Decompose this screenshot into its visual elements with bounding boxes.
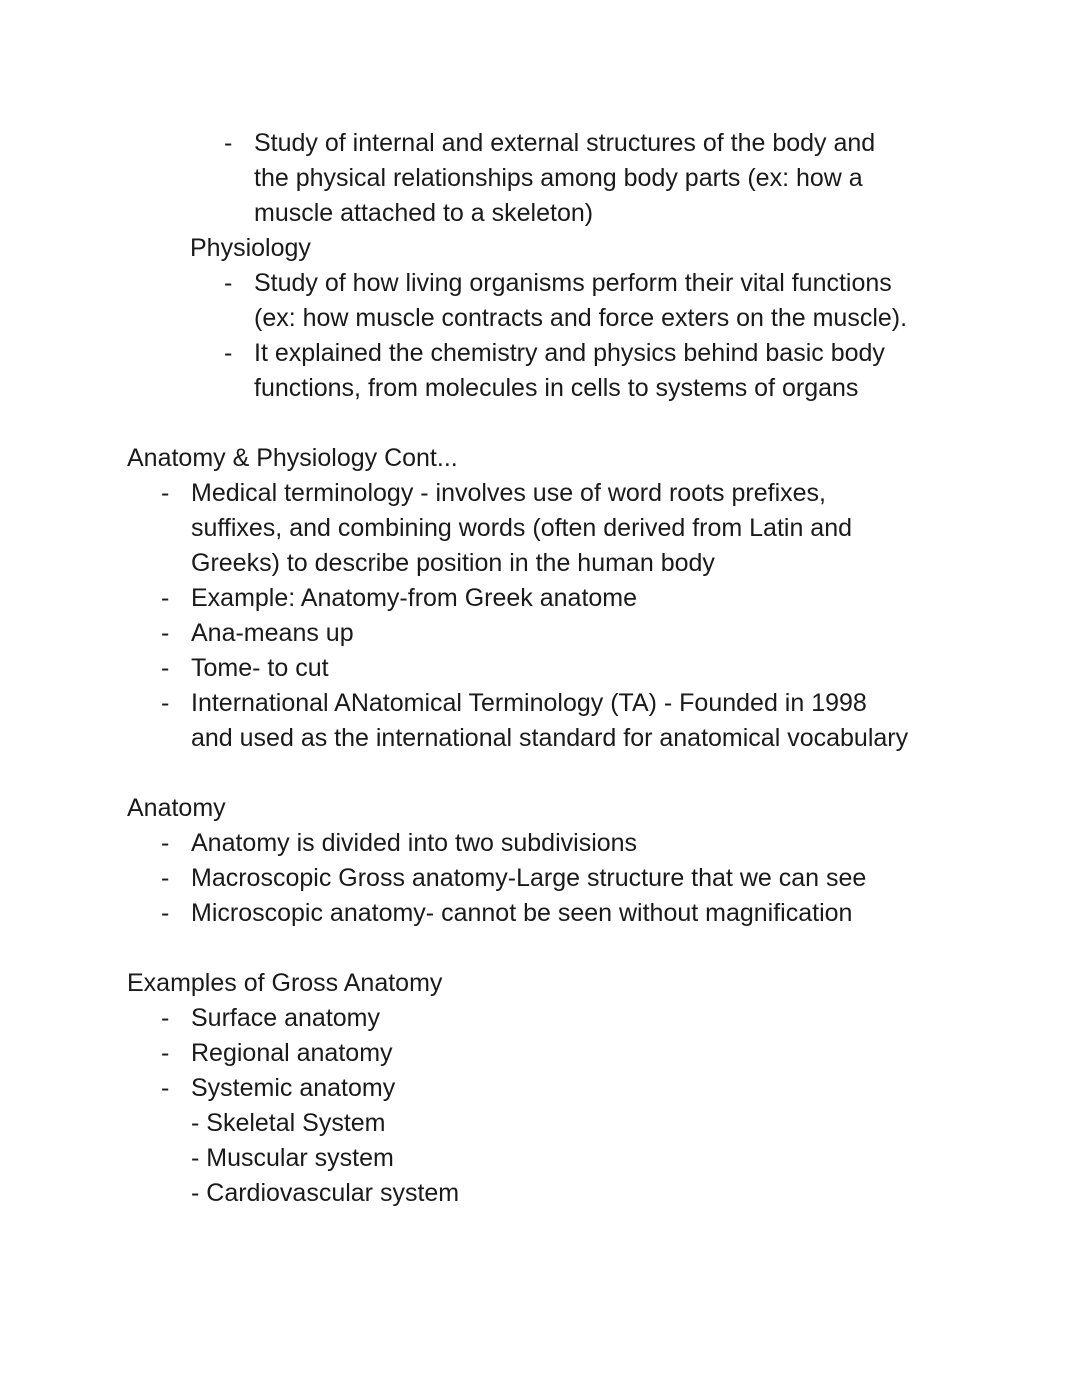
bullet-dash: - [161,584,170,612]
bullet-line: Example: Anatomy-from Greek anatome [191,584,638,612]
bullet-line: Ana-means up [191,619,354,647]
bullet-item [127,861,1007,896]
bullet-line: Surface anatomy [191,1004,380,1032]
bullet-dash: - [224,269,233,297]
bullet-item [127,826,1007,861]
bullet-line: Microscopic anatomy- cannot be seen without magnification [191,899,853,927]
bullet-item [127,581,1007,616]
bullet-line: Tome- to cut [191,654,329,682]
bullet-line: Greeks) to describe position in the human body [191,549,715,577]
bullet-dash: - [161,1004,170,1032]
bullet-item [190,266,1010,336]
bullet-dash: - [161,1039,170,1067]
bullet-item [127,1001,1007,1036]
bullet-line: and used as the international standard for anatomical vocabulary [191,724,909,752]
bullet-line: muscle attached to a skeleton) [254,199,594,227]
bullet-line: Regional anatomy [191,1039,393,1067]
bullet-line: functions, from molecules in cells to systems of organs [254,374,859,402]
bullet-item [127,896,1007,931]
section-anatomy [127,791,1007,931]
bullet-dash: - [161,689,170,717]
sub-list-item: - Skeletal System [191,1109,386,1137]
bullet-item [127,1036,1007,1071]
bullet-dash: - [161,864,170,892]
bullet-line: International ANatomical Terminology (TA) - Founded in 1998 [191,689,867,717]
bullet-line: the physical relationships among body parts (ex: how a [254,164,863,192]
bullet-line: Macroscopic Gross anatomy-Large structure that we can see [191,864,867,892]
bullet-dash: - [161,654,170,682]
bullet-item [127,1071,1007,1106]
section-examples-gross-anatomy [127,966,1007,1211]
bullet-line: Study of how living organisms perform their vital functions [254,269,892,297]
bullet-line: Systemic anatomy [191,1074,396,1102]
bullet-dash: - [224,129,233,157]
bullet-dash: - [161,479,170,507]
bullet-item [127,476,1007,581]
bullet-line: Medical terminology - involves use of word roots prefixes, [191,479,826,507]
bullet-dash: - [161,1074,170,1102]
bullet-item [190,336,1010,406]
section-anatomy-physiology-cont [127,441,1007,756]
sub-list-item: - Muscular system [191,1144,394,1172]
bullet-item [127,616,1007,651]
bullet-line: suffixes, and combining words (often derived from Latin and [191,514,853,542]
bullet-item [127,686,1007,756]
bullet-dash: - [224,339,233,367]
section-anatomy-definition [190,126,1010,231]
section-heading: Physiology [190,234,311,262]
section-physiology [190,231,1010,406]
bullet-line: Anatomy is divided into two subdivisions [191,829,638,857]
sub-list-item: - Cardiovascular system [191,1179,460,1207]
section-heading: Anatomy [127,794,226,822]
bullet-line: (ex: how muscle contracts and force exters on the muscle). [254,304,908,332]
bullet-dash: - [161,619,170,647]
bullet-item [127,651,1007,686]
bullet-dash: - [161,899,170,927]
section-heading: Anatomy & Physiology Cont... [127,444,458,472]
bullet-line: It explained the chemistry and physics behind basic body [254,339,885,367]
section-heading: Examples of Gross Anatomy [127,969,443,997]
sub-list [127,1106,1007,1211]
bullet-line: Study of internal and external structures of the body and [254,129,876,157]
bullet-item [190,126,1010,231]
bullet-dash: - [161,829,170,857]
